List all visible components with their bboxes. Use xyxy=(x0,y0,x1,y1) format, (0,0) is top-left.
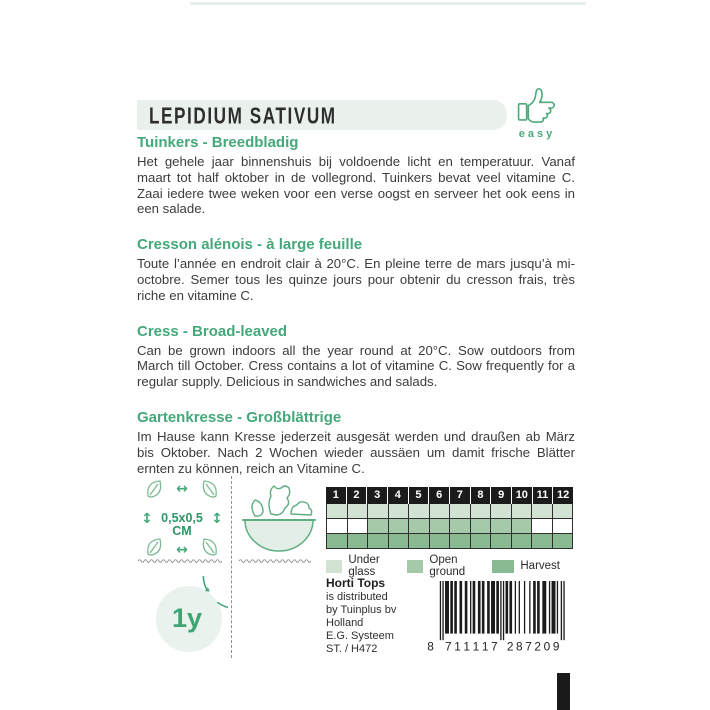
distributor-line: by Tuinplus bv xyxy=(326,604,397,616)
calendar-cell-harvest xyxy=(450,534,470,548)
svg-text:↔: ↔ xyxy=(176,542,188,558)
calendar-cell-under-glass xyxy=(409,504,429,518)
legend-item xyxy=(407,554,479,578)
svg-text:8: 8 xyxy=(427,639,434,654)
calendar-legend xyxy=(326,554,573,578)
calendar-cell-harvest xyxy=(327,534,347,548)
svg-text:7: 7 xyxy=(445,639,452,654)
svg-text:2: 2 xyxy=(506,639,514,654)
salad-bowl-icon xyxy=(241,478,317,556)
distributor-line: is distributed xyxy=(326,591,388,603)
calendar-cell-under-glass xyxy=(430,504,450,518)
calendar-month-cell: 5 xyxy=(409,487,429,504)
wavy-divider-left xyxy=(137,557,226,565)
calendar-month-row xyxy=(326,487,573,504)
barcode-svg xyxy=(424,581,566,655)
title-banner xyxy=(137,100,507,130)
svg-text:1: 1 xyxy=(472,639,480,654)
section-heading-fr: Cresson alénois - à large feuille xyxy=(137,236,363,254)
calendar-cell-harvest xyxy=(532,534,552,548)
calendar-cell-under-glass xyxy=(327,504,347,518)
calendar-cell-under-glass xyxy=(471,504,491,518)
sowing-spacing-icon xyxy=(138,476,226,560)
legend-label: Harvest xyxy=(520,560,560,572)
legend-swatch xyxy=(326,560,342,573)
calendar-month-cell: 12 xyxy=(553,487,573,504)
calendar-cell-open-ground xyxy=(368,519,388,533)
section-heading-nl: Tuinkers - Breedbladig xyxy=(137,134,299,151)
distributor-name: Horti Tops xyxy=(326,576,386,590)
calendar-cell-harvest xyxy=(471,534,491,548)
calendar-month-cell: 8 xyxy=(471,487,491,504)
svg-text:7: 7 xyxy=(525,639,532,654)
calendar-month-cell: 6 xyxy=(429,487,449,504)
distributor-line: Holland xyxy=(326,617,364,629)
calendar-cell-under-glass xyxy=(553,504,573,518)
description-section-de xyxy=(137,409,575,476)
calendar-month-cell: 3 xyxy=(367,487,387,504)
calendar-cell-under-glass xyxy=(368,504,388,518)
calendar-month-cell: 7 xyxy=(450,487,470,504)
description-section-nl xyxy=(137,134,575,217)
latin-name-title: LEPIDIUM SATIVUM xyxy=(149,102,337,129)
calendar-cell-harvest xyxy=(409,534,429,548)
calendar-cell-open-ground xyxy=(553,519,573,533)
calendar-cell-harvest xyxy=(491,534,511,548)
easy-badge xyxy=(511,86,563,140)
calendar-cell-under-glass xyxy=(512,504,532,518)
svg-text:9: 9 xyxy=(552,639,560,654)
svg-text:7: 7 xyxy=(491,639,498,654)
svg-text:2: 2 xyxy=(534,639,542,654)
svg-text:↕: ↕ xyxy=(211,511,223,527)
distributor-line: ST. / H472 xyxy=(326,643,378,655)
calendar-cell-open-ground xyxy=(471,519,491,533)
spacing-value-label: 0,5x0,5 xyxy=(161,511,203,525)
calendar-month-cell: 10 xyxy=(512,487,532,504)
calendar-cell-open-ground xyxy=(409,519,429,533)
legend-label: Under glass xyxy=(348,554,380,578)
section-body-de: Im Hause kann Kresse jederzeit ausgesät werden und draußen ab März bis Oktober. Nach 2 Wochen wieder aussäen um damit frische Blätter ernten zu können, reich an Vitamine C. xyxy=(137,428,575,476)
easy-badge-label: easy xyxy=(518,128,556,140)
svg-text:↔: ↔ xyxy=(176,481,188,497)
spacing-unit-label: CM xyxy=(172,524,192,538)
svg-text:1: 1 xyxy=(481,639,489,654)
calendar-month-cell: 2 xyxy=(347,487,367,504)
calendar-cell-under-glass xyxy=(491,504,511,518)
distributor-block xyxy=(326,577,396,656)
legend-item xyxy=(326,554,394,578)
calendar-cell-open-ground xyxy=(512,519,532,533)
section-body-nl: Het gehele jaar binnenshuis bij voldoende licht en temperatuur. Vanaf maart tot half oktober in de vollegrond. Tuinkers bevat veel vitamine C. Zaai iedere twee weken voor een verse oogst en serveer het ook eens in een salade. xyxy=(137,154,575,217)
legend-swatch xyxy=(492,560,514,573)
sowing-calendar xyxy=(326,487,573,578)
annual-cycle-label: 1y xyxy=(171,603,203,633)
thumbs-up-icon xyxy=(516,86,558,124)
calendar-month-cell: 4 xyxy=(388,487,408,504)
ean13-barcode xyxy=(424,581,566,660)
section-body-en: Can be grown indoors all the year round at 20°C. Sow outdoors from March till October. Cress contains a lot of vitamine C. Sow frequently for a regular supply. Delicious in sandwiches and salads. xyxy=(137,342,575,390)
calendar-cell-open-ground xyxy=(430,519,450,533)
calendar-cell-open-ground xyxy=(327,519,347,533)
description-sections xyxy=(137,134,575,495)
calendar-cell-under-glass xyxy=(389,504,409,518)
packet-top-edge xyxy=(190,2,586,5)
calendar-month-cell: 9 xyxy=(491,487,511,504)
calendar-cell-harvest xyxy=(430,534,450,548)
svg-text:↕: ↕ xyxy=(141,511,153,527)
calendar-grid xyxy=(326,504,573,549)
wavy-divider-right xyxy=(238,557,314,565)
calendar-cell-open-ground xyxy=(532,519,552,533)
legend-swatch xyxy=(407,560,423,573)
description-section-fr xyxy=(137,236,575,303)
svg-text:0: 0 xyxy=(543,639,551,654)
section-body-fr: Toute l’année en endroit clair à 20°C. En pleine terre de mars jusqu’à mi-octobre. Semer tous les quinze jours pour obtenir du cresson frais, très riche en vitamine C. xyxy=(137,256,575,303)
legend-label: Open ground xyxy=(429,554,466,578)
calendar-cell-under-glass xyxy=(348,504,368,518)
calendar-cell-open-ground xyxy=(491,519,511,533)
calendar-cell-harvest xyxy=(553,534,573,548)
svg-text:1: 1 xyxy=(454,639,461,654)
calendar-cell-harvest xyxy=(389,534,409,548)
calendar-month-cell: 11 xyxy=(533,487,553,504)
section-heading-de: Gartenkresse - Großblättrige xyxy=(137,408,342,426)
calendar-cell-open-ground xyxy=(389,519,409,533)
calendar-cell-under-glass xyxy=(450,504,470,518)
print-registration-mark xyxy=(557,673,570,710)
calendar-month-cell: 1 xyxy=(326,487,346,504)
calendar-cell-open-ground xyxy=(450,519,470,533)
description-section-en xyxy=(137,323,575,390)
vertical-dashed-divider xyxy=(231,476,232,658)
annual-cycle-icon xyxy=(146,576,228,658)
calendar-cell-under-glass xyxy=(532,504,552,518)
distributor-line: E.G. Systeem xyxy=(326,630,394,642)
calendar-cell-harvest xyxy=(348,534,368,548)
section-heading-en: Cress - Broad-leaved xyxy=(137,322,288,340)
calendar-cell-harvest xyxy=(368,534,388,548)
svg-text:1: 1 xyxy=(463,639,471,654)
calendar-cell-open-ground xyxy=(348,519,368,533)
calendar-cell-harvest xyxy=(512,534,532,548)
legend-item xyxy=(492,560,560,573)
svg-text:8: 8 xyxy=(516,639,523,654)
